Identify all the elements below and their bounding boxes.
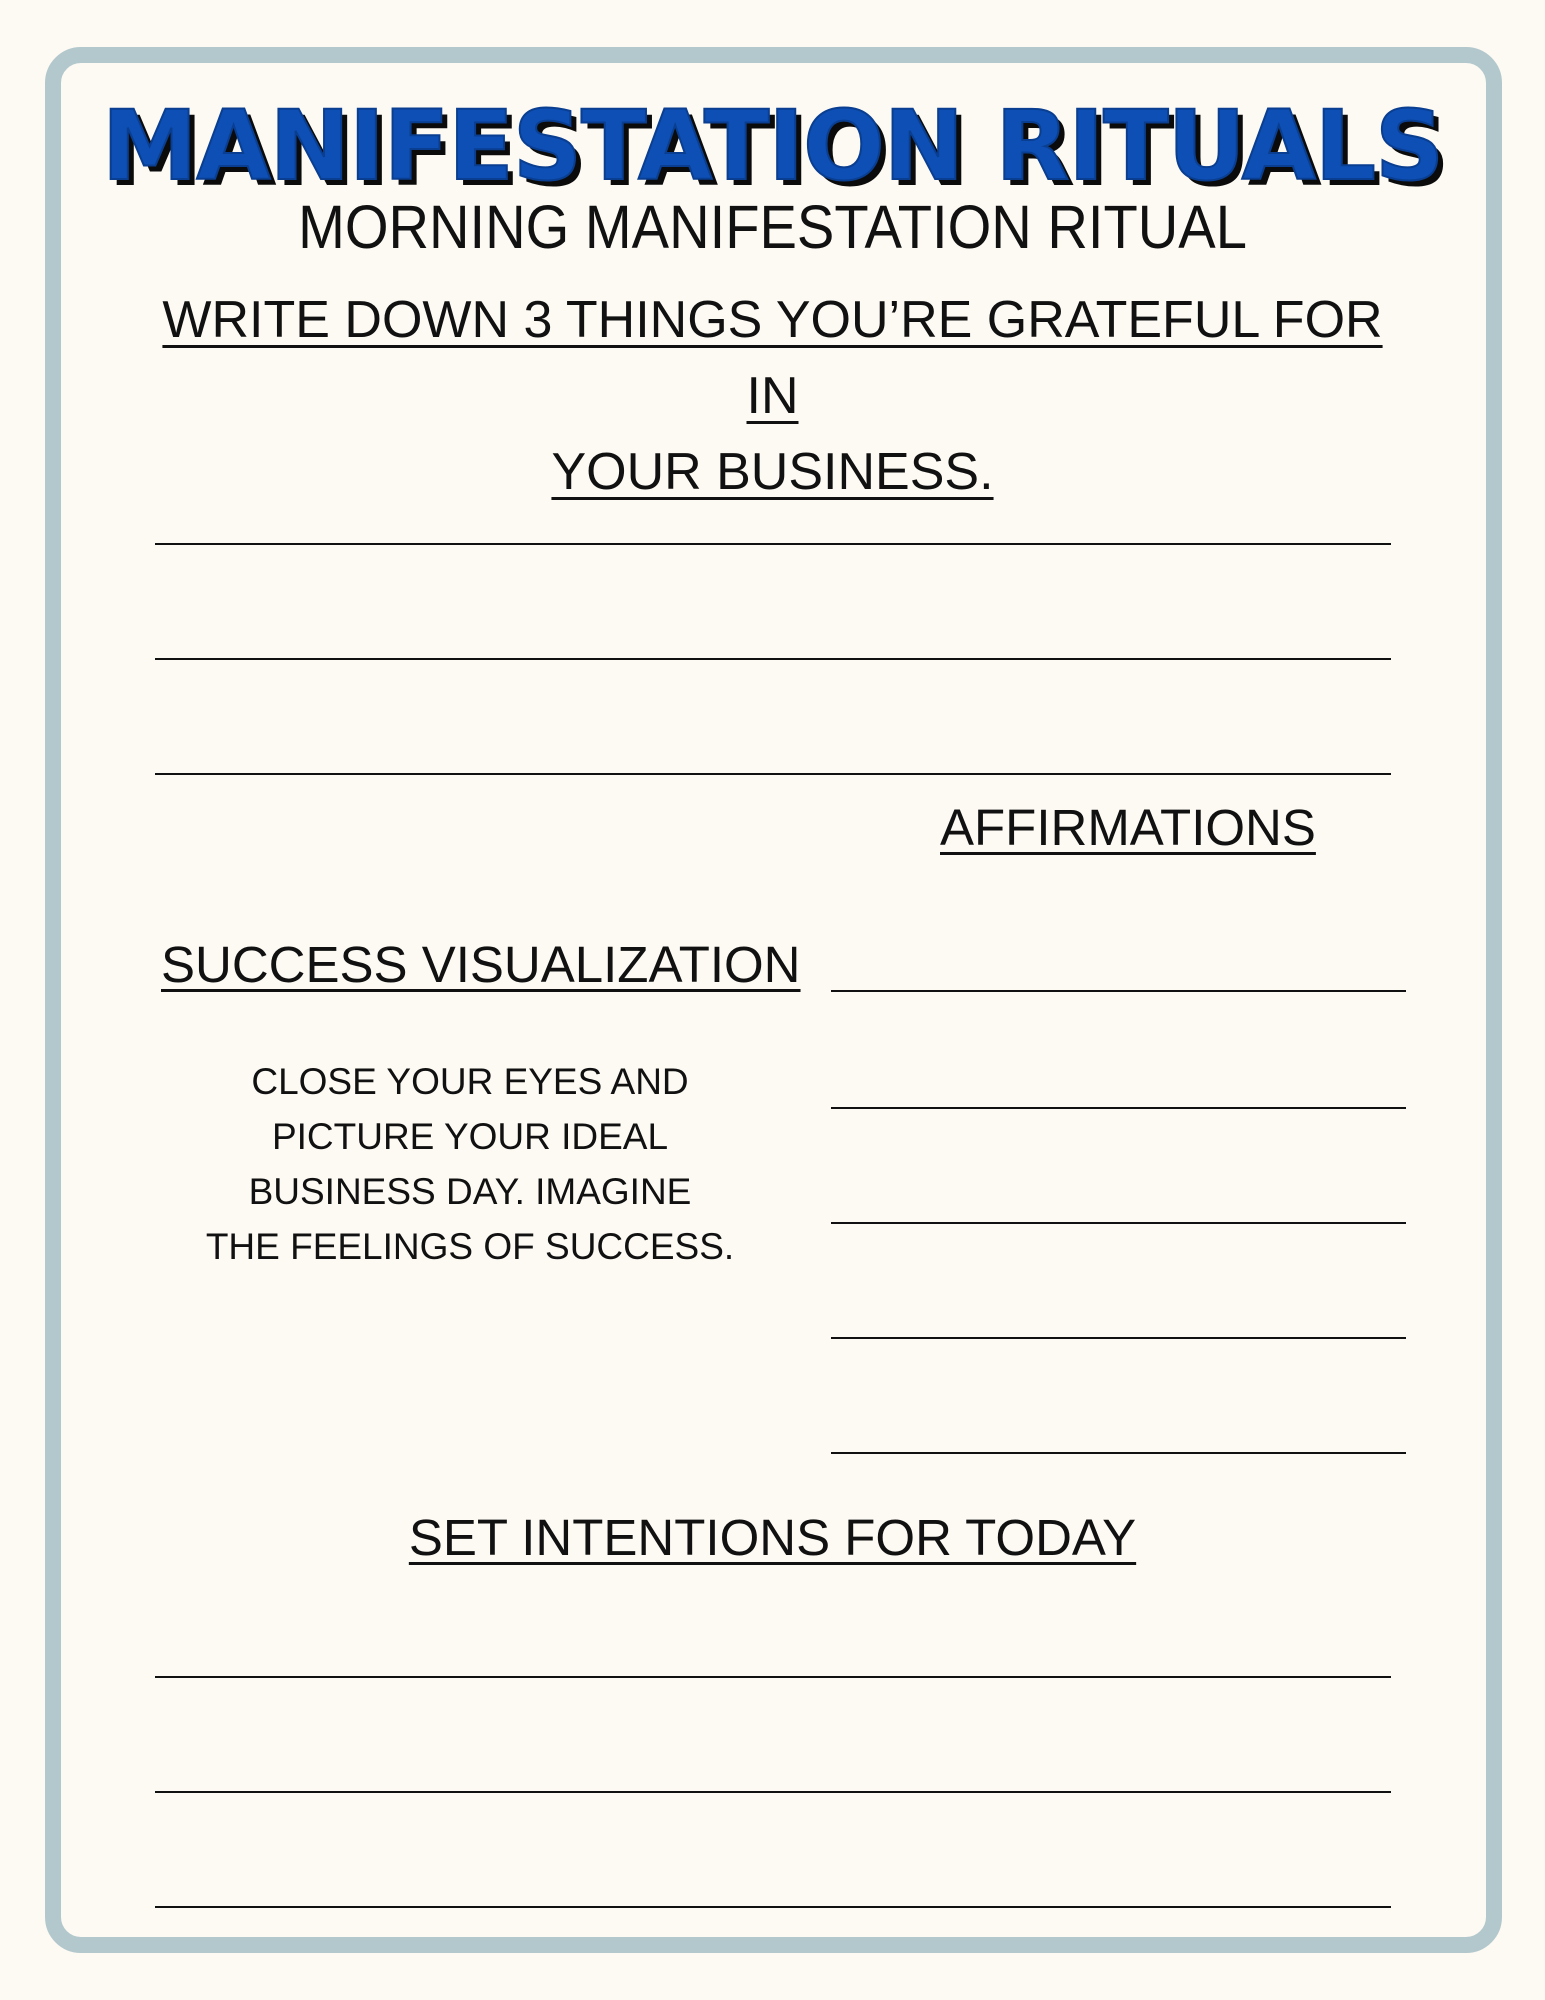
gratitude-line-2[interactable] [155,658,1391,660]
page-subtitle: MORNING MANIFESTATION RITUAL [298,193,1247,261]
intention-line-2[interactable] [155,1791,1391,1793]
visualization-line-2: PICTURE YOUR IDEAL [271,1116,669,1157]
intention-line-1[interactable] [155,1676,1391,1678]
gratitude-line-1[interactable] [155,543,1391,545]
gratitude-prompt-line-2: YOUR BUSINESS. [551,443,994,501]
gratitude-prompt-line-1: WRITE DOWN 3 THINGS YOU’RE GRATEFUL FOR IN [162,291,1383,425]
visualization-line-3: BUSINESS DAY. IMAGINE [248,1171,692,1212]
affirmation-line-5[interactable] [831,1452,1406,1454]
visualization-heading: SUCCESS VISUALIZATION [161,936,801,993]
affirmation-line-4[interactable] [831,1337,1406,1339]
affirmation-line-3[interactable] [831,1222,1406,1224]
intention-line-3[interactable] [155,1906,1391,1908]
affirmations-heading: AFFIRMATIONS [940,799,1316,856]
affirmation-line-1[interactable] [831,990,1406,992]
visualization-line-1: CLOSE YOUR EYES AND [251,1061,689,1102]
visualization-line-4: THE FEELINGS OF SUCCESS. [205,1226,735,1267]
visualization-instructions [170,1054,770,1274]
gratitude-prompt [140,282,1405,510]
gratitude-line-3[interactable] [155,773,1391,775]
intentions-heading: SET INTENTIONS FOR TODAY [408,1509,1137,1566]
affirmation-line-2[interactable] [831,1107,1406,1109]
page-title: MANIFESTATION RITUALS [101,90,1444,202]
